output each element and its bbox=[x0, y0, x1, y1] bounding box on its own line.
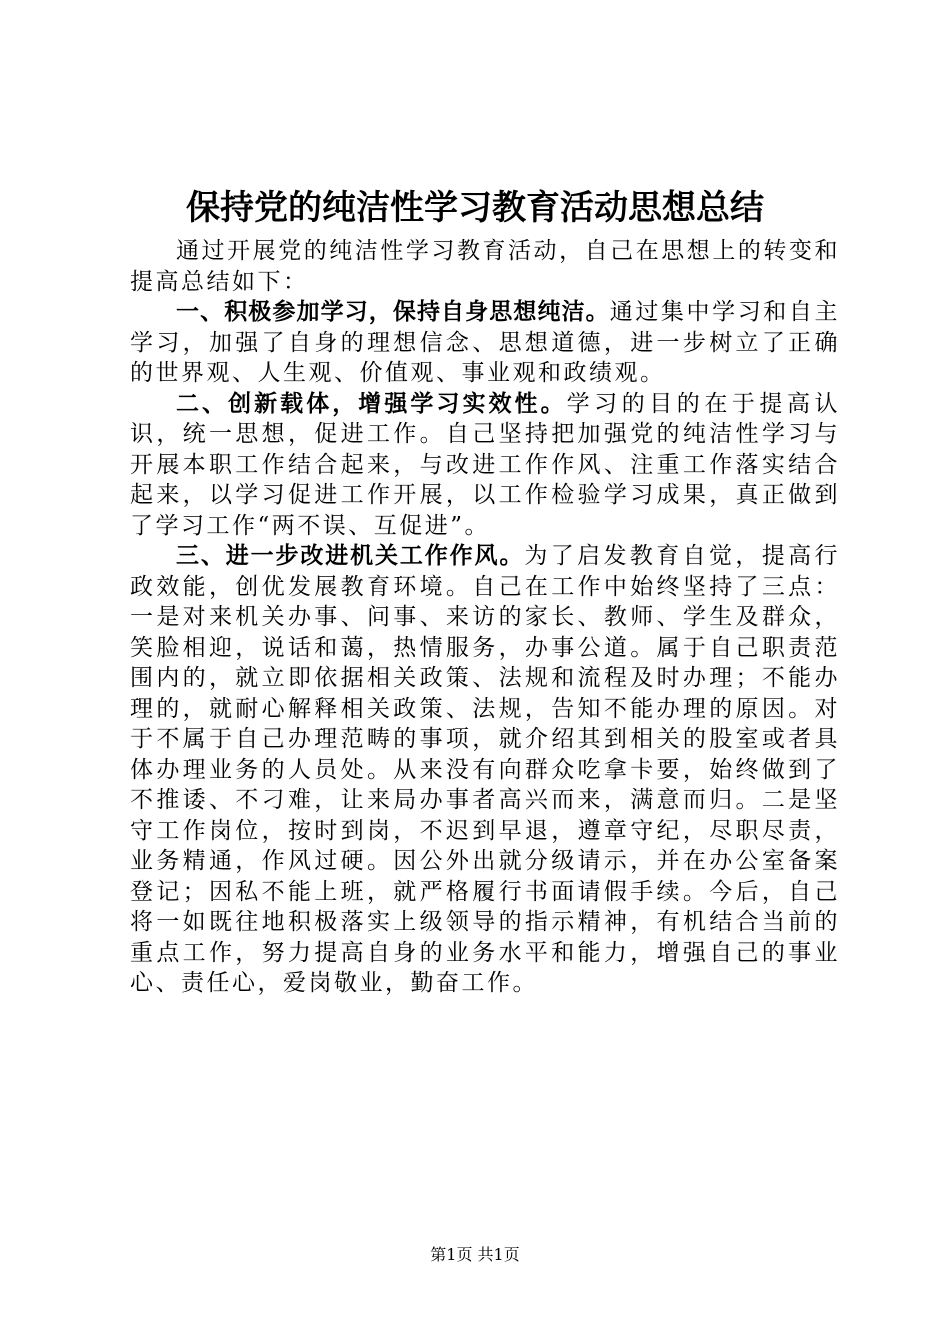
section-2-text: 学习的目的在于提高认识，统一思想，促进工作。自己坚持把加强党的纯洁性学习与开展本职工作结合起来，与改进工作作风、注重工作落实结合起来，以学习促进工作开展，以工作检验学习成果，真正做到了学习工作“两不误、互促进”。 bbox=[130, 390, 841, 539]
section-1-text: 通过集中学习和自主学习，加强了自身的理想信念、思想道德，进一步树立了正确的世界观、人生观、价值观、事业观和政绩观。 bbox=[130, 299, 841, 386]
section-2-paragraph bbox=[130, 389, 840, 542]
document-title: 保持党的纯洁性学习教育活动思想总结 bbox=[186, 188, 764, 228]
section-2-heading: 二、创新载体，增强学习实效性。 bbox=[176, 390, 567, 417]
section-3-text: 为了启发教育自觉，提高行政效能，创优发展教育环境。自己在工作中始终坚持了三点：一是对来机关办事、问事、来访的家长、教师、学生及群众，笑脸相迎，说话和蔼，热情服务，办事公道。属于自己职责范围内的，就立即依据相关政策、法规和流程及时办理；不能办理的，就耐心解释相关政策、法规，告知不能办理的原因。对于不属于自己办理范畴的事项，就介绍其到相关的股室或者具体办理业务的人员处。从来没有向群众吃拿卡要，始终做到了不推诿、不刁难，让来局办事者高兴而来，满意而归。二是坚守工作岗位，按时到岗，不迟到早退，遵章守纪，尽职尽责，业务精通，作风过硬。因公外出就分级请示，并在办公室备案登记；因私不能上班，就严格履行书面请假手续。今后，自己将一如既往地积极落实上级领导的指示精神，有机结合当前的重点工作，努力提高自身的业务水平和能力，增强自己的事业心、责任心，爱岗敬业，勤奋工作。 bbox=[130, 543, 841, 996]
section-3-heading: 三、进一步改进机关工作作风。 bbox=[176, 543, 525, 569]
section-1-paragraph bbox=[130, 297, 840, 389]
section-3-paragraph bbox=[130, 541, 840, 999]
document-body bbox=[130, 236, 840, 999]
intro-paragraph: 通过开展党的纯洁性学习教育活动，自己在思想上的转变和提高总结如下： bbox=[130, 238, 840, 295]
section-1-heading: 一、积极参加学习，保持自身思想纯洁。 bbox=[176, 299, 610, 325]
page-footer: 第1页 共1页 bbox=[430, 1245, 520, 1264]
